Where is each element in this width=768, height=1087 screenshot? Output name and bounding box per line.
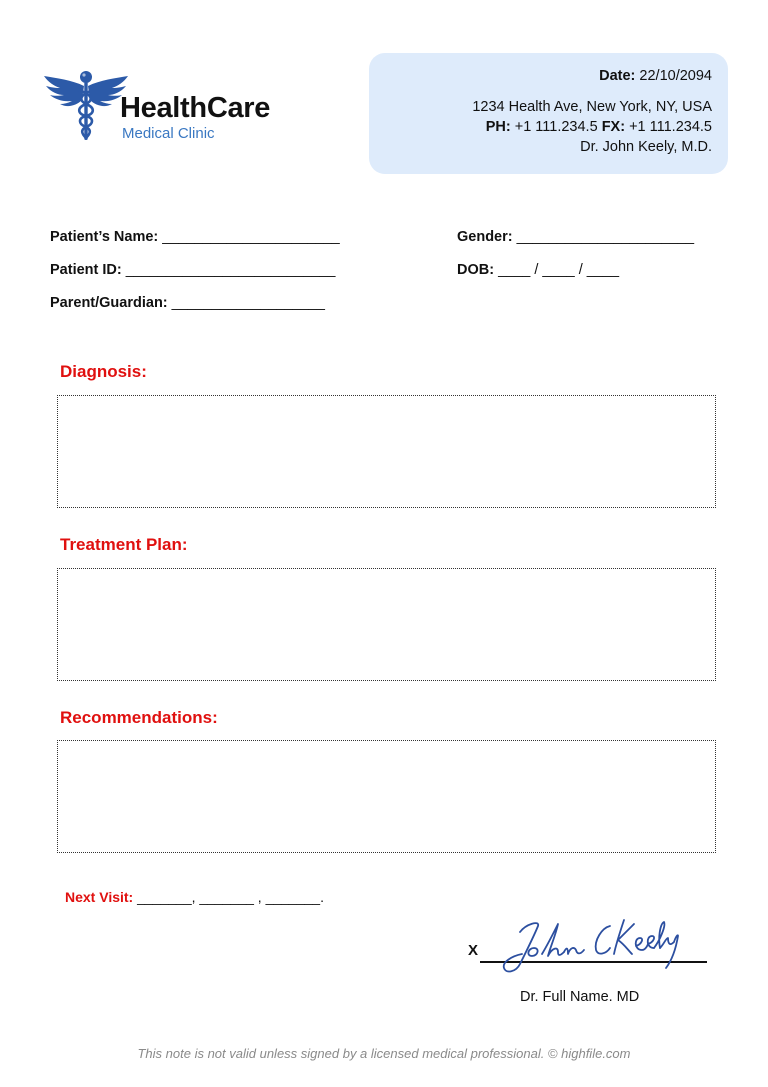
fax-value: +1 111.234.5 bbox=[629, 119, 712, 135]
gender-label: Gender: bbox=[457, 229, 513, 245]
clinic-address: 1234 Health Ave, New York, NY, USA bbox=[472, 99, 712, 115]
next-visit-field[interactable] bbox=[65, 889, 324, 905]
gender-field[interactable] bbox=[457, 229, 694, 245]
patient-id-field[interactable] bbox=[50, 262, 335, 278]
diagnosis-heading: Diagnosis: bbox=[60, 362, 147, 381]
recommendations-heading: Recommendations: bbox=[60, 708, 218, 727]
phone-label: PH: bbox=[485, 119, 511, 135]
contact-line bbox=[369, 117, 712, 137]
footer-disclaimer: This note is not valid unless signed by a licensed medical professional. © highfile.com bbox=[137, 1046, 631, 1061]
recommendations-box[interactable] bbox=[57, 740, 716, 853]
clinic-subtitle: Medical Clinic bbox=[122, 125, 215, 142]
guardian-label: Parent/Guardian: bbox=[50, 295, 168, 311]
clinic-logo bbox=[42, 68, 302, 148]
signature-x-mark: X bbox=[468, 942, 479, 959]
patient-name-blank[interactable]: ______________________ bbox=[162, 229, 340, 245]
treatment-plan-box[interactable] bbox=[57, 568, 716, 681]
diagnosis-box[interactable] bbox=[57, 395, 716, 508]
gender-blank[interactable]: ______________________ bbox=[516, 229, 695, 245]
signature-printed-name: Dr. Full Name. MD bbox=[520, 989, 640, 1005]
signature-area[interactable] bbox=[468, 918, 710, 968]
next-visit-blank[interactable]: _______, _______ , _______. bbox=[137, 889, 324, 905]
dob-label: DOB: bbox=[457, 262, 495, 278]
date-value: 22/10/2094 bbox=[639, 68, 712, 84]
treatment-plan-heading: Treatment Plan: bbox=[60, 535, 188, 554]
dob-blank[interactable]: ____ / ____ / ____ bbox=[498, 262, 620, 278]
patient-name-label: Patient’s Name: bbox=[50, 229, 159, 245]
guardian-field[interactable] bbox=[50, 295, 325, 311]
dob-field[interactable] bbox=[457, 262, 619, 278]
date-line bbox=[369, 66, 712, 86]
clinic-info-box bbox=[369, 53, 728, 174]
clinic-name: HealthCare bbox=[120, 92, 271, 124]
phone-value: +1 111.234.5 bbox=[514, 119, 598, 135]
handwritten-signature-icon bbox=[498, 914, 688, 978]
date-label: Date: bbox=[599, 68, 636, 84]
fax-label: FX: bbox=[601, 119, 626, 135]
patient-name-field[interactable] bbox=[50, 229, 340, 245]
caduceus-icon bbox=[42, 68, 130, 144]
patient-id-label: Patient ID: bbox=[50, 262, 122, 278]
patient-id-blank[interactable]: __________________________ bbox=[125, 262, 336, 278]
next-visit-label: Next Visit: bbox=[65, 889, 134, 905]
guardian-blank[interactable]: ___________________ bbox=[171, 295, 325, 311]
doctor-name: Dr. John Keely, M.D. bbox=[580, 139, 712, 155]
